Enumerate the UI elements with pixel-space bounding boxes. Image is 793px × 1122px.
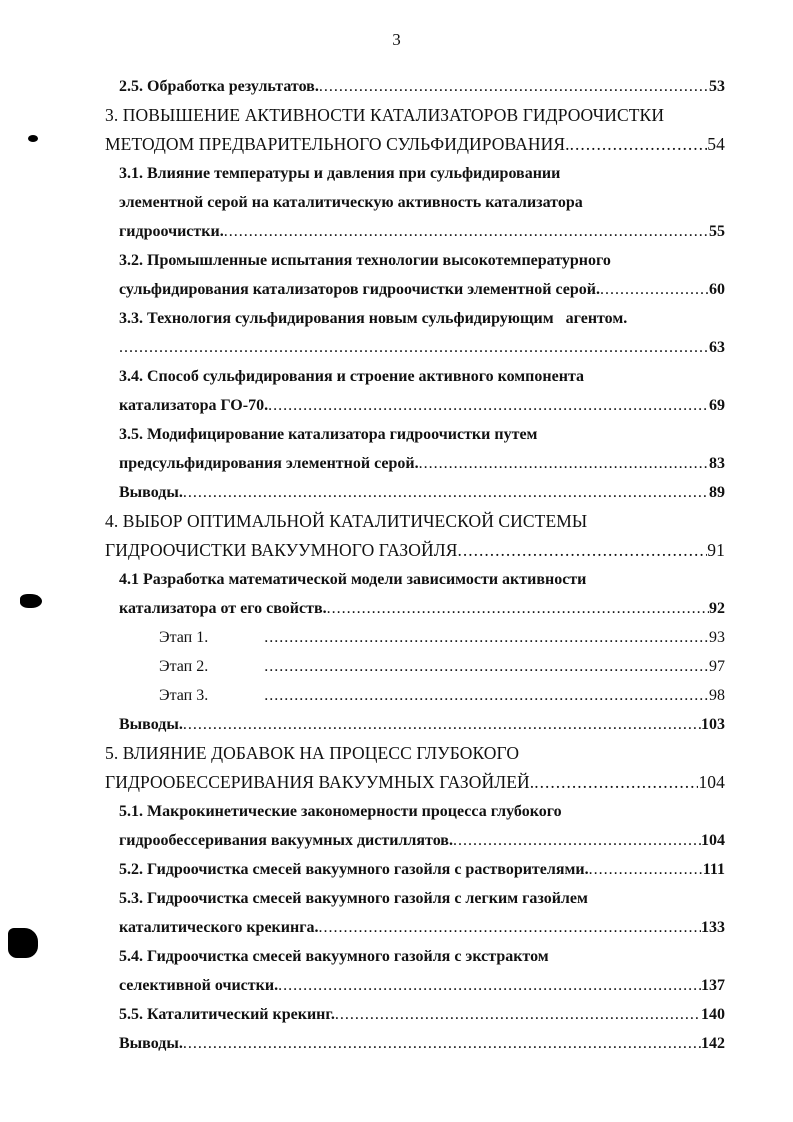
toc-entry xyxy=(105,797,725,826)
dot-leader xyxy=(318,913,701,942)
toc-entry-page: 142 xyxy=(701,1035,725,1052)
toc-entry-title: 5.4. Гидроочистка смесей вакуумного газойля с экстрактом xyxy=(119,948,549,965)
scan-artifact xyxy=(20,594,42,608)
toc-stage xyxy=(105,681,725,710)
toc-stage xyxy=(105,652,725,681)
toc-entry-page: 83 xyxy=(709,455,725,472)
toc-entry xyxy=(105,710,725,739)
toc-entry-title: 3.3. Технология сульфидирования новым сульфидирующим агентом. xyxy=(119,310,628,327)
toc-entry-title: 3.4. Способ сульфидирования и строение активного компонента xyxy=(119,368,584,385)
toc-entry-title: элементной серой на каталитическую активность катализатора xyxy=(119,194,583,211)
toc-entry xyxy=(105,246,725,275)
dot-leader xyxy=(335,1000,701,1029)
toc-entry-title: селективной очистки. xyxy=(119,977,279,994)
toc-entry xyxy=(105,159,725,188)
toc-entry-page: 60 xyxy=(709,281,725,298)
toc-entry-title: катализатора от его свойств. xyxy=(119,600,327,617)
toc-entry-page: 89 xyxy=(709,484,725,501)
toc-entry-page: 93 xyxy=(709,629,725,646)
toc-entry-title: 5.3. Гидроочистка смесей вакуумного газойля с легким газойлем xyxy=(119,890,588,907)
toc-entry xyxy=(105,1000,725,1029)
toc-entry-title: 2.5. Обработка результатов. xyxy=(119,78,319,95)
toc-entry-title: Выводы. xyxy=(119,716,183,733)
dot-leader xyxy=(183,710,701,739)
toc-chapter-title: 4. ВЫБОР ОПТИМАЛЬНОЙ КАТАЛИТИЧЕСКОЙ СИСТЕМЫ xyxy=(105,511,588,531)
toc-entry-page: 53 xyxy=(709,78,725,95)
toc-stage xyxy=(105,623,725,652)
toc-entry-page: 69 xyxy=(709,397,725,414)
toc-entry-page: 63 xyxy=(709,339,725,356)
toc-entry-page: 104 xyxy=(701,832,725,849)
toc-chapter-title: 3. ПОВЫШЕНИЕ АКТИВНОСТИ КАТАЛИЗАТОРОВ ГИДРООЧИСТКИ xyxy=(105,105,665,125)
toc-entry-page: 140 xyxy=(701,1006,725,1023)
toc-entry-page: 92 xyxy=(709,600,725,617)
toc-entry-title: Выводы. xyxy=(119,1035,183,1052)
toc-entry xyxy=(105,217,725,246)
toc-entry-title: каталитического крекинга. xyxy=(119,919,319,936)
toc-entry-title: катализатора ГО-70. xyxy=(119,397,269,414)
toc-entry-title: сульфидирования катализаторов гидроочистки элементной серой. xyxy=(119,281,600,298)
dot-leader xyxy=(183,478,709,507)
dot-leader xyxy=(457,536,707,565)
toc-chapter-title: 5. ВЛИЯНИЕ ДОБАВОК НА ПРОЦЕСС ГЛУБОКОГО xyxy=(105,743,520,763)
toc-chapter xyxy=(105,101,725,130)
toc-entry-title: предсульфидирования элементной серой. xyxy=(119,455,419,472)
toc-entry-title: 5.5. Каталитический крекинг. xyxy=(119,1006,335,1023)
toc-entry xyxy=(105,478,725,507)
dot-leader xyxy=(264,681,709,710)
dot-leader xyxy=(534,768,698,797)
toc-stage-title: Этап 3. xyxy=(159,687,209,704)
toc-entry xyxy=(105,884,725,913)
toc-entry-page: 137 xyxy=(701,977,725,994)
toc-entry-title: гидрообессеривания вакуумных дистиллятов. xyxy=(119,832,453,849)
toc-chapter xyxy=(105,130,725,159)
toc-chapter-title: МЕТОДОМ ПРЕДВАРИТЕЛЬНОГО СУЛЬФИДИРОВАНИЯ. xyxy=(105,134,570,154)
toc-entry-title: 3.5. Модифицирование катализатора гидроочистки путем xyxy=(119,426,538,443)
toc-entry-title: гидроочистки. xyxy=(119,223,224,240)
toc-chapter xyxy=(105,768,725,797)
toc-entry-page: 104 xyxy=(698,772,725,792)
toc-entry xyxy=(105,565,725,594)
toc-entry xyxy=(105,304,725,333)
dot-leader xyxy=(264,652,709,681)
toc-entry-title: 5.2. Гидроочистка смесей вакуумного газойля с растворителями. xyxy=(119,861,589,878)
toc-entry xyxy=(105,275,725,304)
toc-entry-page: 103 xyxy=(701,716,725,733)
dot-leader xyxy=(224,217,709,246)
dot-leader xyxy=(419,449,709,478)
dot-leader xyxy=(453,826,701,855)
toc-entry xyxy=(105,333,725,362)
toc-entry xyxy=(105,826,725,855)
toc-entry-page: 111 xyxy=(702,861,725,878)
toc-entry-page: 91 xyxy=(707,540,725,560)
toc-entry xyxy=(105,362,725,391)
page-number: 3 xyxy=(392,30,401,49)
toc-entry-page: 98 xyxy=(709,687,725,704)
toc-entry-page: 133 xyxy=(701,919,725,936)
toc-entry xyxy=(105,594,725,623)
dot-leader xyxy=(183,1029,701,1058)
dot-leader xyxy=(268,391,709,420)
toc-entry-page: 54 xyxy=(707,134,725,154)
toc-chapter xyxy=(105,536,725,565)
scan-artifact xyxy=(28,135,38,142)
toc-chapter-title: ГИДРООЧИСТКИ ВАКУУМНОГО ГАЗОЙЛЯ xyxy=(105,540,458,560)
toc-entry-title: 5.1. Макрокинетические закономерности процесса глубокого xyxy=(119,803,562,820)
dot-leader xyxy=(119,333,709,362)
dot-leader xyxy=(327,594,709,623)
toc-entry xyxy=(105,913,725,942)
toc-entry xyxy=(105,1029,725,1058)
dot-leader xyxy=(589,855,703,884)
toc-entry xyxy=(105,449,725,478)
toc-entry-page: 97 xyxy=(709,658,725,675)
dot-leader xyxy=(319,72,709,101)
toc-entry-title: 3.2. Промышленные испытания технологии высокотемпературного xyxy=(119,252,611,269)
toc-stage-title: Этап 1. xyxy=(159,629,209,646)
toc-entry-title: 4.1 Разработка математической модели зависимости активности xyxy=(119,571,587,588)
toc-chapter xyxy=(105,507,725,536)
toc-entry xyxy=(105,971,725,1000)
dot-leader xyxy=(570,130,708,159)
toc-stage-title: Этап 2. xyxy=(159,658,209,675)
toc-chapter-title: ГИДРООБЕССЕРИВАНИЯ ВАКУУМНЫХ ГАЗОЙЛЕЙ. xyxy=(105,772,535,792)
toc-entry xyxy=(105,855,725,884)
toc-entry xyxy=(105,942,725,971)
table-of-contents xyxy=(105,72,725,1058)
toc-entry-page: 55 xyxy=(709,223,725,240)
dot-leader xyxy=(264,623,709,652)
toc-entry xyxy=(105,188,725,217)
toc-entry-title: Выводы. xyxy=(119,484,183,501)
toc-entry xyxy=(105,72,725,101)
toc-entry xyxy=(105,420,725,449)
dot-leader xyxy=(278,971,701,1000)
toc-entry-title: 3.1. Влияние температуры и давления при сульфидировании xyxy=(119,165,561,182)
toc-entry xyxy=(105,391,725,420)
dot-leader xyxy=(600,275,709,304)
toc-chapter xyxy=(105,739,725,768)
scan-artifact xyxy=(8,928,38,958)
